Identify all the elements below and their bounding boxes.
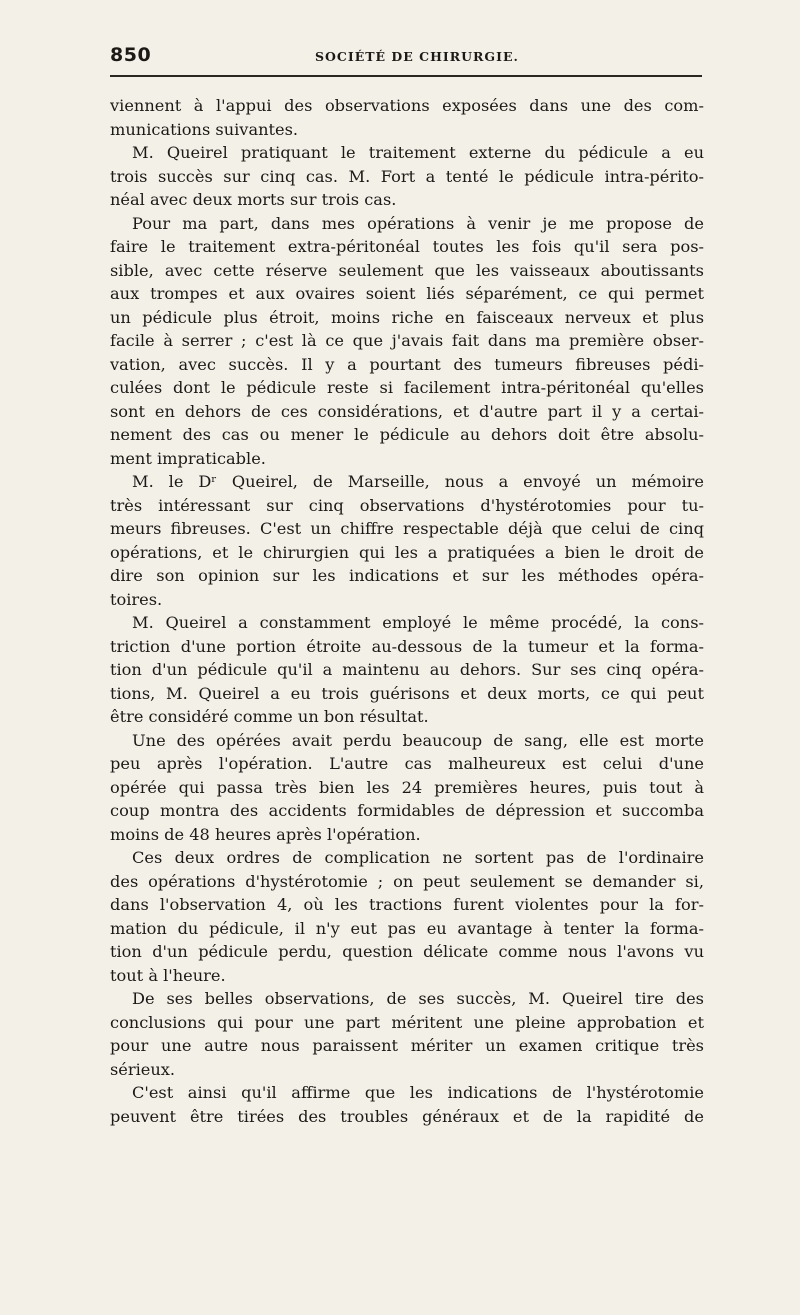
text-line: Ces deux ordres de complication ne sortent pas de l'ordinaire: [132, 848, 704, 867]
text-line: toires.: [110, 589, 163, 609]
text-line: viennent à l'appui des observations exposées dans une des com-: [110, 96, 704, 115]
text-line: vation, avec succès. Il y a pourtant des tumeurs fibreuses pédi-: [110, 354, 704, 374]
page-header: [110, 44, 702, 70]
text-line: sérieux.: [110, 1059, 176, 1079]
text-line: culées dont le pédicule reste si facilement intra-péritonéal qu'elles: [110, 378, 704, 397]
text-line: dans l'observation 4, où les tractions furent violentes pour la for-: [110, 895, 704, 914]
text-line: M. Queirel pratiquant le traitement externe du pédicule a eu: [132, 143, 704, 162]
text-line: opérée qui passa très bien les 24 premières heures, puis tout à: [110, 777, 704, 797]
running-title: SOCIÉTÉ DE CHIRURGIE.: [315, 49, 519, 64]
text-line: tout à l'heure.: [110, 965, 226, 985]
text-line: mation du pédicule, il n'y eut pas eu avantage à tenter la forma-: [110, 918, 704, 938]
text-line: tions, M. Queirel a eu trois guérisons et deux morts, ce qui peut: [110, 683, 704, 703]
text-line: opérations, et le chirurgien qui les a pratiquées a bien le droit de: [110, 542, 704, 562]
text-line: peu après l'opération. L'autre cas malheureux est celui d'une: [110, 754, 704, 773]
text-line: triction d'une portion étroite au-dessous de la tumeur et la forma-: [110, 636, 704, 656]
text-line: peuvent être tirées des troubles généraux et de la rapidité de: [110, 1106, 704, 1126]
text-line: un pédicule plus étroit, moins riche en faisceaux nerveux et plus: [110, 307, 704, 327]
text-line: M. le Dʳ Queirel, de Marseille, nous a envoyé un mémoire: [132, 472, 704, 491]
text-line: meurs fibreuses. C'est un chiffre respectable déjà que celui de cinq: [110, 519, 704, 538]
text-line: moins de 48 heures après l'opération.: [110, 824, 421, 844]
text-line: être considéré comme un bon résultat.: [110, 707, 429, 726]
text-line: coup montra des accidents formidables de dépression et succomba: [110, 801, 704, 820]
text-line: trois succès sur cinq cas. M. Fort a tenté le pédicule intra-périto-: [110, 166, 704, 186]
text-line: sible, avec cette réserve seulement que les vaisseaux aboutissants: [110, 260, 704, 280]
body-text: [110, 94, 704, 1128]
text-line: faire le traitement extra-péritonéal toutes les fois qu'il sera pos-: [110, 237, 704, 256]
page-number: 850: [110, 44, 152, 66]
text-line: néal avec deux morts sur trois cas.: [110, 190, 397, 209]
text-line: De ses belles observations, de ses succès, M. Queirel tire des: [132, 989, 704, 1008]
text-line: nement des cas ou mener le pédicule au dehors doit être absolu-: [110, 425, 704, 444]
text-line: M. Queirel a constamment employé le même procédé, la cons-: [132, 613, 704, 632]
text-line: tion d'un pédicule qu'il a maintenu au dehors. Sur ses cinq opéra-: [110, 660, 704, 679]
text-line: munications suivantes.: [110, 119, 299, 139]
header-rule: [110, 75, 702, 77]
text-line: des opérations d'hystérotomie ; on peut seulement se demander si,: [110, 871, 704, 891]
text-line: Pour ma part, dans mes opérations à venir je me propose de: [132, 213, 704, 233]
text-line: Une des opérées avait perdu beaucoup de sang, elle est morte: [132, 730, 704, 750]
text-line: ment impraticable.: [110, 448, 266, 468]
text-line: tion d'un pédicule perdu, question délicate comme nous l'avons vu: [110, 942, 704, 961]
text-line: très intéressant sur cinq observations d'hystérotomies pour tu-: [110, 495, 704, 515]
text-line: facile à serrer ; c'est là ce que j'avais fait dans ma première obser-: [110, 331, 704, 350]
text-line: sont en dehors de ces considérations, et d'autre part il y a certai-: [110, 401, 704, 421]
text-line: aux trompes et aux ovaires soient liés séparément, ce qui permet: [110, 284, 704, 303]
text-line: dire son opinion sur les indications et sur les méthodes opéra-: [110, 566, 704, 585]
text-line: conclusions qui pour une part méritent une pleine approbation et: [110, 1012, 704, 1032]
text-line: C'est ainsi qu'il affirme que les indications de l'hystérotomie: [132, 1083, 704, 1102]
text-line: pour une autre nous paraissent mériter un examen critique très: [110, 1036, 704, 1055]
